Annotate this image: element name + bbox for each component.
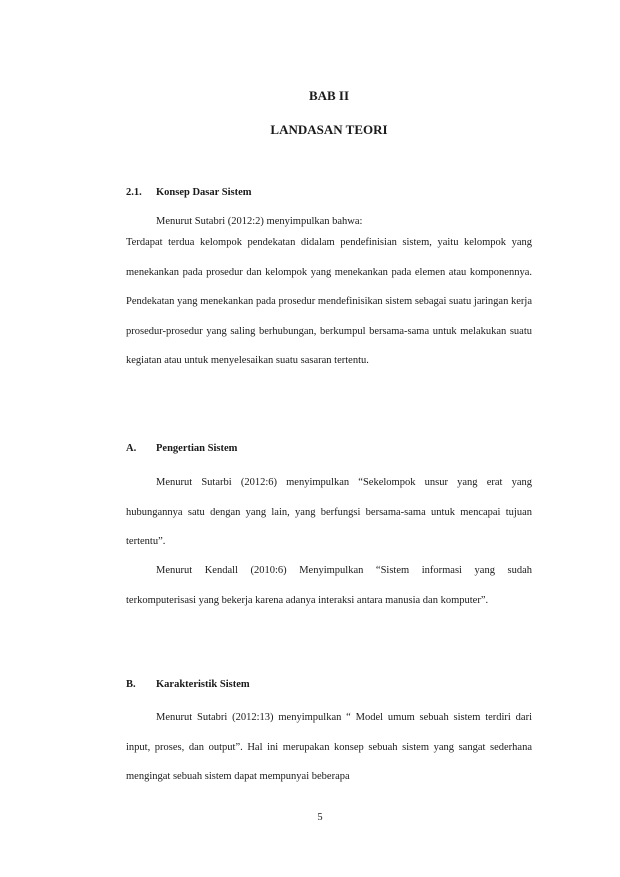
page-number: 5	[317, 812, 323, 823]
section-2-1-body: Terdapat terdua kelompok pendekatan didalam pendefinisian sistem, yaitu kelompok yang menekankan pada prosedur dan kelompok yang menekankan pada elemen atau komponennya. Pendekatan yang menekankan pada prosedur mendefinisikan sistem sebagai suatu jaringan kerja prosedur-prosedur yang saling berhubungan, berkumpul bersama-sama untuk melakukan suatu kegiatan atau untuk menyelesaikan suatu sasaran tertentu.	[126, 237, 532, 366]
section-b-paragraph-1: Menurut Sutabri (2012:13) menyimpulkan “ Model umum sebuah sistem terdiri dari input, proses, dan output”. Hal ini merupakan konsep sebuah sistem yang sangat sederhana mengingat sebuah sistem dapat mempunyai beberapa	[126, 712, 532, 782]
section-title: Pengertian Sistem	[156, 443, 238, 454]
section-number: A.	[126, 443, 137, 454]
section-heading-b	[126, 679, 250, 690]
section-a-paragraph-2: Menurut Kendall (2010:6) Menyimpulkan “Sistem informasi yang sudah terkomputerisasi yang bekerja karena adanya interaksi antara manusia dan komputer”.	[126, 565, 532, 606]
section-2-1-intro: Menurut Sutabri (2012:2) menyimpulkan bahwa:	[156, 216, 363, 227]
section-number: 2.1.	[126, 187, 142, 198]
chapter-title: LANDASAN TEORI	[270, 122, 388, 137]
chapter-label: BAB II	[308, 88, 350, 103]
section-heading-2-1	[126, 187, 251, 198]
section-a-paragraph-1: Menurut Sutarbi (2012:6) menyimpulkan “Sekelompok unsur yang erat yang hubungannya satu dengan yang lain, yang berfungsi bersama-sama untuk mencapai tujuan tertentu”.	[126, 477, 532, 547]
section-number: B.	[126, 679, 136, 690]
section-title: Konsep Dasar Sistem	[156, 187, 252, 198]
section-title: Karakteristik Sistem	[156, 679, 250, 690]
section-heading-a	[126, 443, 237, 454]
